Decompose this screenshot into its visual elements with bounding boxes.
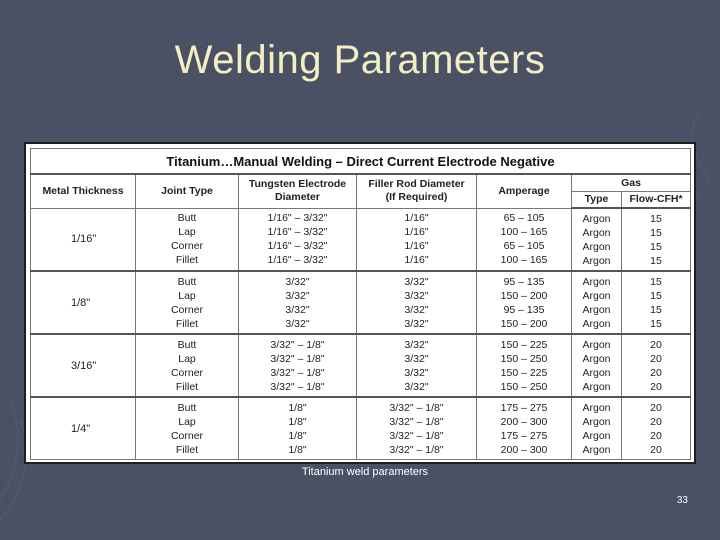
table-title: Titanium…Manual Welding – Direct Current Electrode Negative (31, 149, 691, 175)
table-row (31, 208, 691, 271)
welding-parameters-table (30, 148, 691, 460)
welding-table-frame (24, 142, 696, 464)
thickness-cell: 1/16" (31, 208, 136, 271)
gas-type-cell: Argon Argon Argon Argon (572, 397, 622, 460)
gas-type-cell: Argon Argon Argon Argon (572, 208, 622, 271)
gas-type-cell: Argon Argon Argon Argon (572, 334, 622, 397)
tungsten-cell: 1/16" – 3/32" 1/16" – 3/32" 1/16" – 3/32" 1/16" – 3/32" (239, 208, 357, 271)
filler-cell: 1/16" 1/16" 1/16" 1/16" (357, 208, 477, 271)
header-joint-type: Joint Type (136, 174, 239, 208)
joint-type-cell: Butt Lap Corner Fillet (136, 397, 239, 460)
header-tungsten-electrode: Tungsten Electrode Diameter (239, 174, 357, 208)
amperage-cell: 65 – 105 100 – 165 65 – 105 100 – 165 (477, 208, 572, 271)
filler-cell: 3/32" 3/32" 3/32" 3/32" (357, 271, 477, 334)
header-metal-thickness: Metal Thickness (31, 174, 136, 208)
table-row (31, 271, 691, 334)
amperage-cell: 95 – 135 150 – 200 95 – 135 150 – 200 (477, 271, 572, 334)
thickness-cell: 1/4" (31, 397, 136, 460)
filler-cell: 3/32" 3/32" 3/32" 3/32" (357, 334, 477, 397)
filler-cell: 3/32" – 1/8" 3/32" – 1/8" 3/32" – 1/8" 3/32" – 1/8" (357, 397, 477, 460)
table-row (31, 397, 691, 460)
joint-type-cell: Butt Lap Corner Fillet (136, 271, 239, 334)
gas-type-cell: Argon Argon Argon Argon (572, 271, 622, 334)
tungsten-cell: 3/32" – 1/8" 3/32" – 1/8" 3/32" – 1/8" 3/32" – 1/8" (239, 334, 357, 397)
tungsten-cell: 1/8" 1/8" 1/8" 1/8" (239, 397, 357, 460)
amperage-cell: 150 – 225 150 – 250 150 – 225 150 – 250 (477, 334, 572, 397)
page-number: 33 (676, 495, 688, 506)
gas-flow-cell: 20 20 20 20 (622, 397, 691, 460)
header-gas-type: Type (572, 192, 622, 209)
joint-type-cell: Butt Lap Corner Fillet (136, 334, 239, 397)
tungsten-cell: 3/32" 3/32" 3/32" 3/32" (239, 271, 357, 334)
header-filler-rod: Filler Rod Diameter (If Required) (357, 174, 477, 208)
thickness-cell: 1/8" (31, 271, 136, 334)
table-row (31, 334, 691, 397)
gas-flow-cell: 15 15 15 15 (622, 208, 691, 271)
header-gas-flow: Flow-CFH* (622, 192, 691, 209)
gas-flow-cell: 20 20 20 20 (622, 334, 691, 397)
header-gas: Gas (572, 174, 691, 192)
joint-type-cell: Butt Lap Corner Fillet (136, 208, 239, 271)
amperage-cell: 175 – 275 200 – 300 175 – 275 200 – 300 (477, 397, 572, 460)
slide-title: Welding Parameters (174, 38, 546, 82)
thickness-cell: 3/16" (31, 334, 136, 397)
table-caption: Titanium weld parameters (301, 466, 429, 478)
header-amperage: Amperage (477, 174, 572, 208)
gas-flow-cell: 15 15 15 15 (622, 271, 691, 334)
